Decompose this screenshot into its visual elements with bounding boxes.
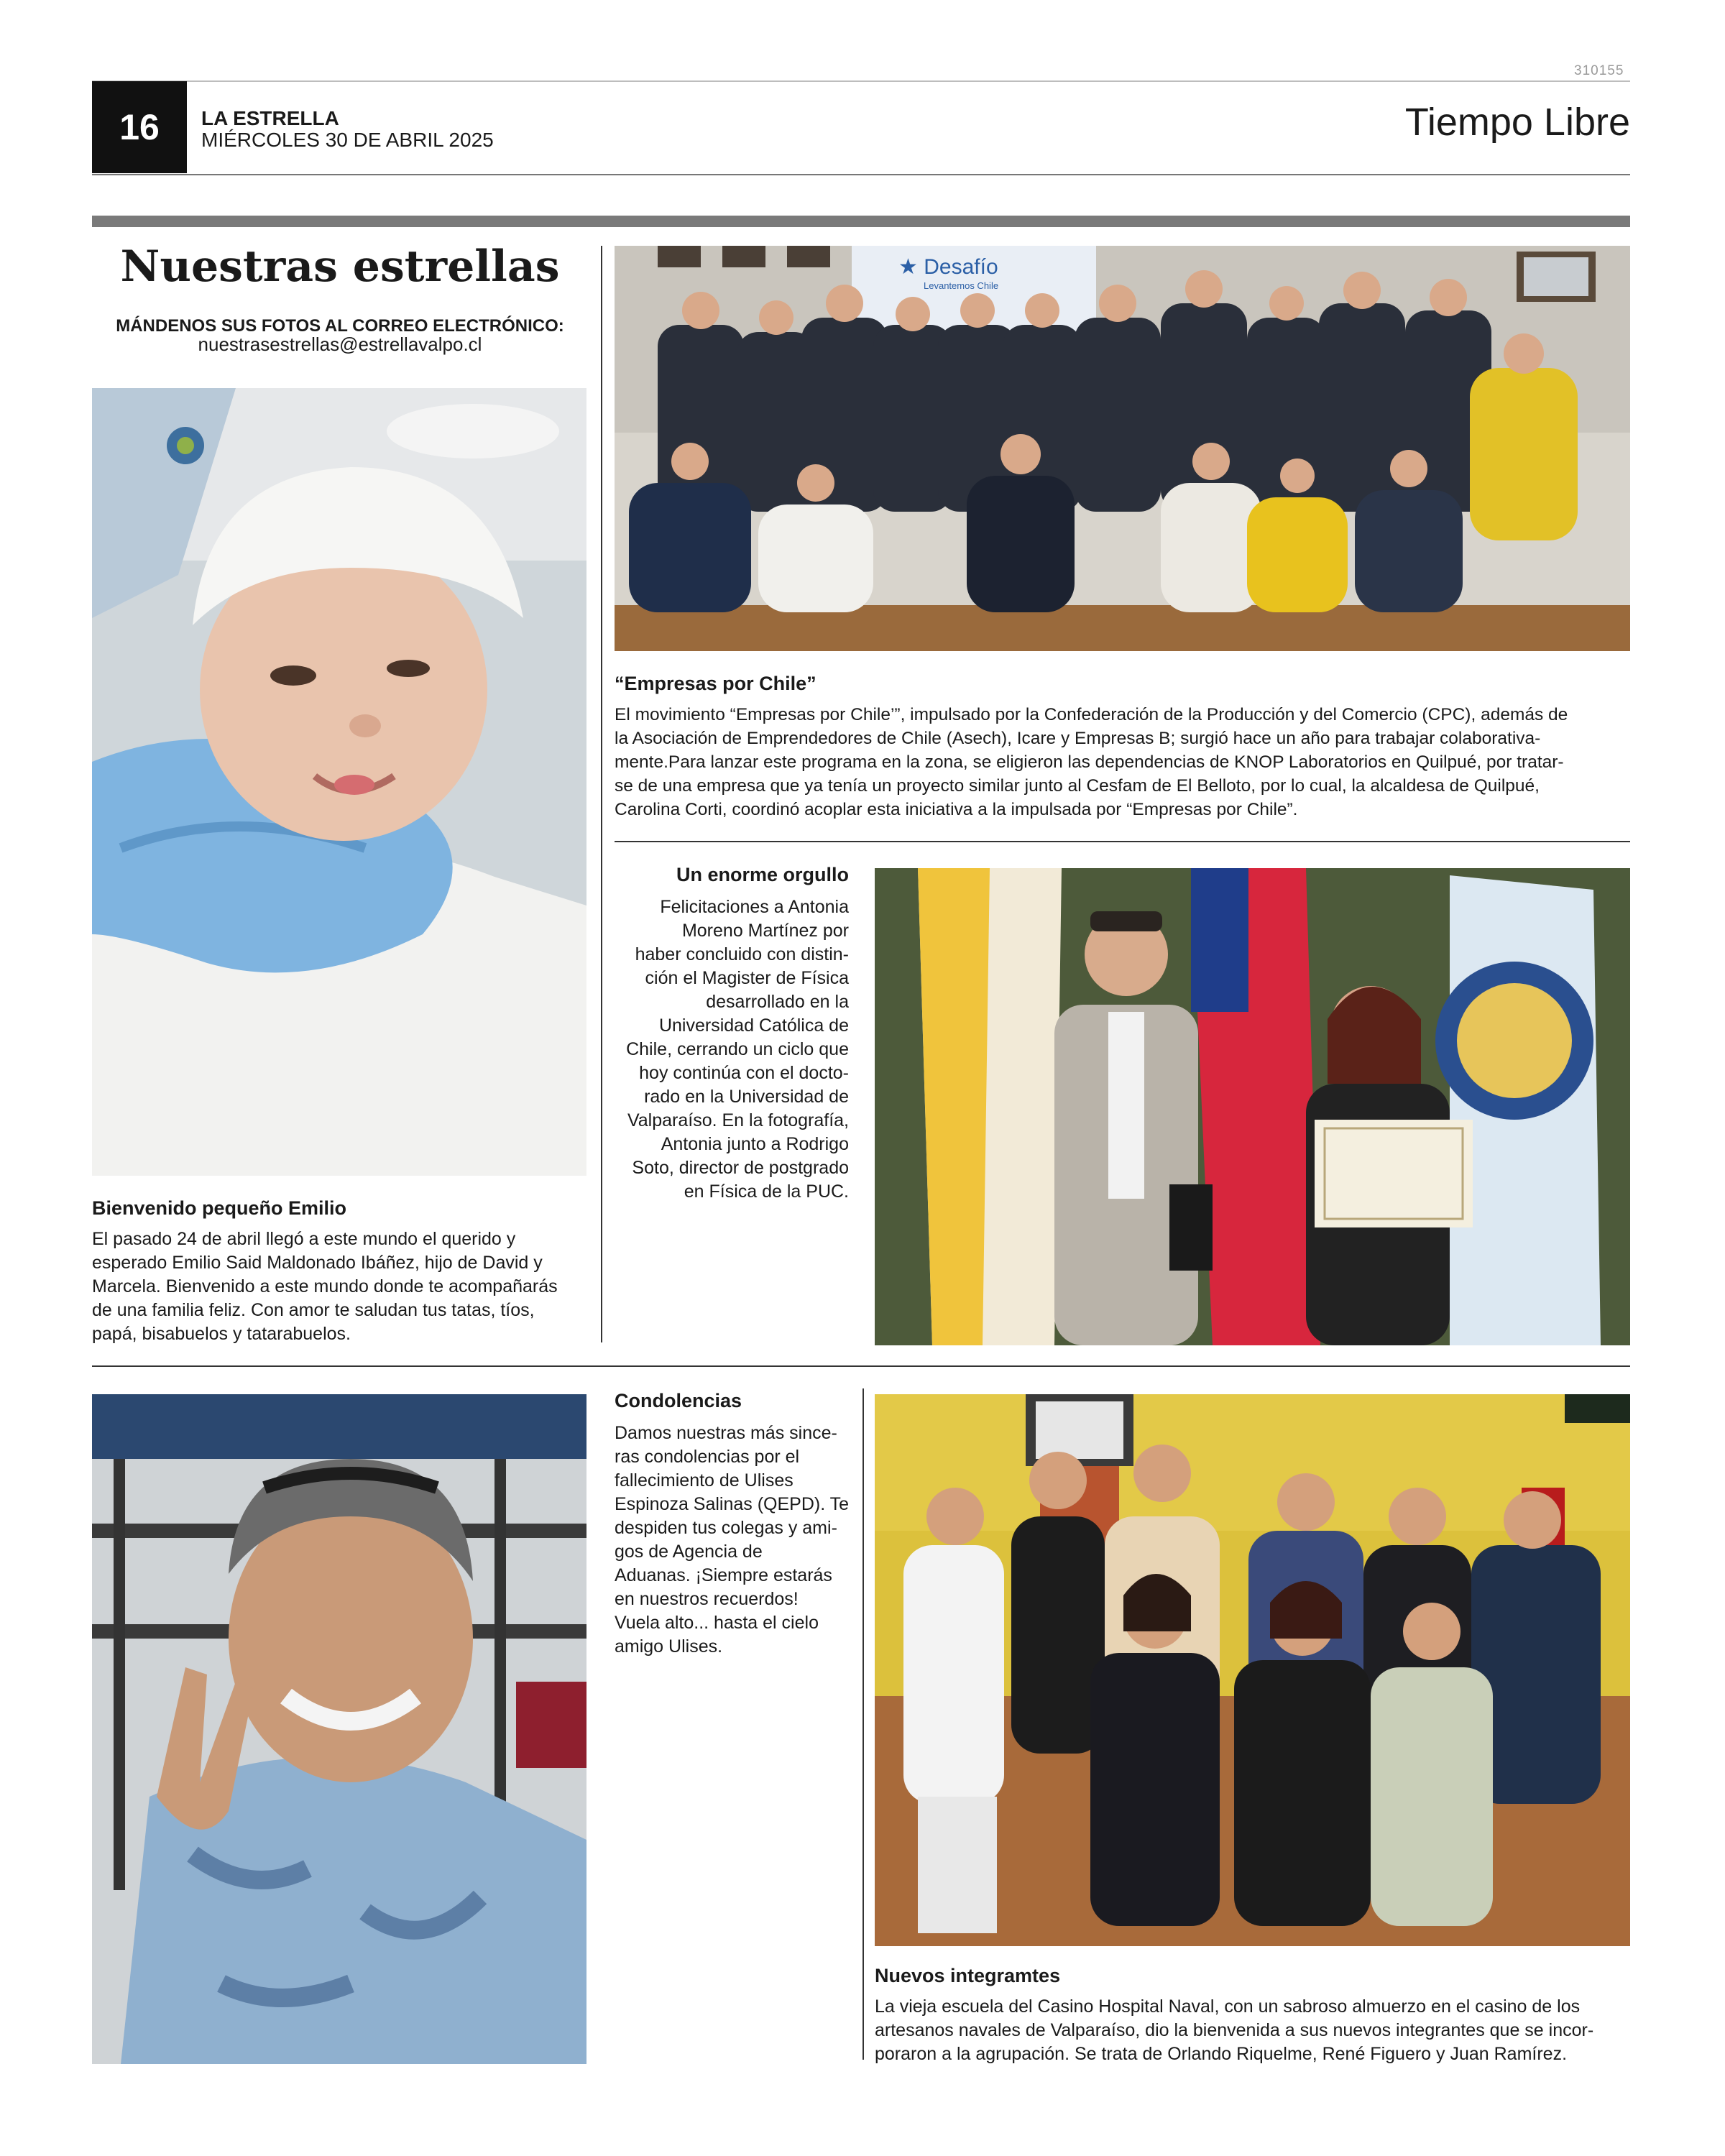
caption-line: Felicitaciones a Antonia <box>660 897 849 917</box>
page-number: 16 <box>92 81 187 173</box>
column-divider-top <box>601 246 602 1342</box>
header-rule <box>92 174 1630 175</box>
caption-line: Universidad Católica de <box>658 1015 849 1036</box>
column-title: Nuestras estrellas <box>120 241 560 292</box>
orgullo-caption-text <box>607 895 849 1204</box>
column-divider-bottom <box>862 1388 864 2060</box>
caption-line: Marcela. Bienvenido a este mundo donde te acompañarás <box>92 1276 558 1296</box>
empresas-group-photo <box>615 246 1630 651</box>
caption-line: hoy continúa con el docto- <box>639 1063 849 1083</box>
empresas-caption-text <box>615 703 1630 821</box>
graduation-photo <box>875 868 1630 1345</box>
caption-line: Chile, cerrando un ciclo que <box>626 1039 849 1059</box>
banner-title: Desafío <box>924 255 998 279</box>
mail-label: MÁNDENOS SUS FOTOS AL CORREO ELECTRÓNICO: <box>116 316 564 336</box>
page-code: 310155 <box>1574 63 1624 78</box>
orgullo-caption-title: Un enorme orgullo <box>676 864 849 885</box>
caption-line: fallecimiento de Ulises <box>615 1470 794 1491</box>
caption-line: El movimiento “Empresas por Chile’”, impulsado por la Confederación de la Producción y del Comercio (CPC), además de <box>615 705 1568 724</box>
issue-date: MIÉRCOLES 30 DE ABRIL 2025 <box>201 129 494 151</box>
baby-caption-title: Bienvenido pequeño Emilio <box>92 1197 347 1219</box>
row-divider-main <box>92 1365 1630 1367</box>
caption-line: amigo Ulises. <box>615 1636 723 1657</box>
banner-star-icon: ★ <box>898 255 918 279</box>
row-divider-right <box>615 841 1630 842</box>
caption-line: en nuestros recuerdos! <box>615 1589 799 1609</box>
caption-line: Espinoza Salinas (QEPD). Te <box>615 1494 850 1514</box>
section-band <box>92 216 1630 227</box>
caption-line: mente.Para lanzar este programa en la zona, se eligieron las dependencias de KNOP Laboratorios en Quilpué, por tratar- <box>615 752 1564 772</box>
caption-line: esperado Emilio Said Maldonado Ibáñez, hijo de David y <box>92 1253 543 1273</box>
caption-line: Carolina Corti, coordinó acoplar esta iniciativa a la impulsada por “Empresas por Chile”. <box>615 800 1298 819</box>
caption-line: Moreno Martínez por <box>681 921 849 941</box>
caption-line: papá, bisabuelos y tatarabuelos. <box>92 1324 351 1344</box>
integrantes-caption-text <box>875 1995 1630 2066</box>
baby-caption-text <box>92 1227 595 1346</box>
caption-line: La vieja escuela del Casino Hospital Naval, con un sabroso almuerzo en el casino de los <box>875 1996 1581 2017</box>
section-title: Tiempo Libre <box>1404 101 1630 144</box>
top-rule <box>92 80 1630 82</box>
caption-line: Soto, director de postgrado <box>632 1158 849 1178</box>
caption-line: en Física de la PUC. <box>684 1181 849 1202</box>
publication-name: LA ESTRELLA <box>201 107 339 129</box>
caption-line: se de una empresa que ya tenía un proyecto similar junto al Cesfam de El Belloto, por lo cual, la alcaldesa de Quilpué, <box>615 776 1540 796</box>
caption-line: Aduanas. ¡Siempre estarás <box>615 1565 832 1585</box>
caption-line: Damos nuestras más since- <box>615 1423 837 1443</box>
caption-line: artesanos navales de Valparaíso, dio la bienvenida a sus nuevos integrantes que se incor- <box>875 2020 1594 2040</box>
empresas-caption-title: “Empresas por Chile” <box>615 673 816 694</box>
condolencias-photo <box>92 1394 586 2064</box>
caption-line: gos de Agencia de <box>615 1542 763 1562</box>
condolencias-caption-text <box>615 1422 855 1659</box>
mail-address[interactable]: nuestrasestrellas@estrellavalpo.cl <box>198 333 482 355</box>
caption-line: poraron a la agrupación. Se trata de Orlando Riquelme, René Figuero y Juan Ramírez. <box>875 2044 1568 2064</box>
caption-line: la Asociación de Emprendedores de Chile (Asech), Icare y Empresas B; surgió hace un año para trabajar colaborativa- <box>615 729 1541 748</box>
integrantes-caption-title: Nuevos integramtes <box>875 1965 1061 1986</box>
caption-line: despiden tus colegas y ami- <box>615 1518 837 1538</box>
banner-subtitle: Levantemos Chile <box>924 280 999 291</box>
caption-line: Antonia junto a Rodrigo <box>661 1134 849 1154</box>
caption-line: ción el Magister de Física <box>645 968 849 988</box>
caption-line: Vuela alto... hasta el cielo <box>615 1613 819 1633</box>
caption-line: Valparaíso. En la fotografía, <box>627 1110 849 1130</box>
caption-line: rado en la Universidad de <box>644 1087 849 1107</box>
caption-line: de una familia feliz. Con amor te saludan tus tatas, tíos, <box>92 1300 535 1320</box>
casino-group-photo <box>875 1394 1630 1946</box>
condolencias-caption-title: Condolencias <box>615 1390 742 1411</box>
caption-line: desarrollado en la <box>706 992 849 1012</box>
caption-line: ras condolencias por el <box>615 1447 800 1467</box>
caption-line: El pasado 24 de abril llegó a este mundo el querido y <box>92 1229 516 1249</box>
baby-photo <box>92 388 586 1176</box>
caption-line: haber concluido con distin- <box>635 944 849 964</box>
